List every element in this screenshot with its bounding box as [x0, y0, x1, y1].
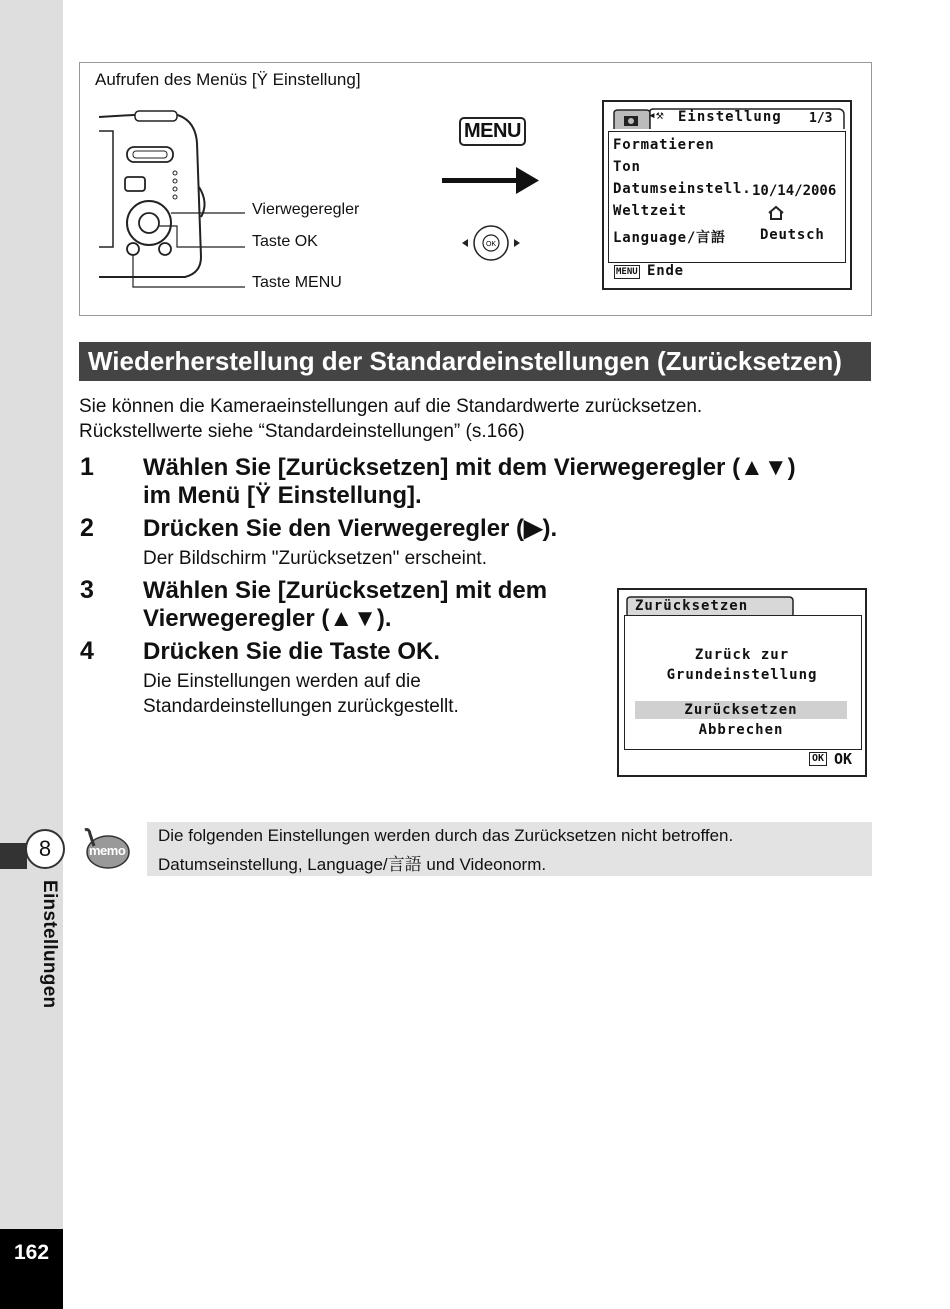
- step-subtext: [143, 669, 459, 719]
- menu-tab-title: Einstellung: [678, 109, 782, 125]
- option-cancel[interactable]: Abbrechen: [698, 722, 784, 738]
- step-number: 1: [80, 453, 94, 481]
- step-text: [143, 577, 547, 633]
- step-line: im Menü [Ÿ Einstellung].: [143, 482, 422, 509]
- camera-back-icon: [97, 107, 267, 302]
- ok-label: OK: [834, 750, 853, 768]
- step-text: [143, 454, 796, 510]
- intro-line: Sie können die Kameraeinstellungen auf die Standardwerte zurücksetzen.: [79, 396, 703, 417]
- step-subtext: Der Bildschirm "Zurücksetzen" erscheint.: [143, 548, 487, 569]
- page-number: 162: [14, 1241, 50, 1264]
- step-text: Drücken Sie den Vierwegeregler (▶).: [143, 515, 558, 542]
- menu-key-icon: MENU: [459, 117, 526, 146]
- menu-item: Language/言語: [613, 230, 726, 246]
- date-value: 10/14/2006: [752, 183, 837, 199]
- step-subline: Die Einstellungen werden auf die: [143, 671, 421, 692]
- menu-button-label: Taste MENU: [252, 274, 342, 291]
- memo-box: [147, 822, 872, 876]
- intro-line: Rückstellwerte siehe “Standardeinstellungen” (s.166): [79, 421, 525, 442]
- section-title-bar: [79, 342, 871, 381]
- tab-wrench-icon: ◂⚒: [648, 108, 664, 123]
- svg-text:OK: OK: [485, 241, 497, 248]
- step-line: Vierwegeregler (▲▼).: [143, 605, 392, 632]
- chapter-title: Einstellungen: [39, 880, 60, 1009]
- menu-footer-label: Ende: [647, 263, 684, 279]
- step-number: 3: [80, 576, 94, 604]
- box-caption: Aufrufen des Menüs [Ÿ Einstellung]: [95, 70, 361, 89]
- settings-menu-screen: [602, 100, 852, 290]
- option-reset[interactable]: Zurücksetzen: [635, 701, 847, 719]
- menu-item: Formatieren: [613, 137, 715, 153]
- arrow-right-icon: [442, 166, 542, 196]
- memo-line: Datumseinstellung, Language/言語 und Videonorm.: [158, 855, 547, 874]
- step-line: Wählen Sie [Zurücksetzen] mit dem: [143, 577, 548, 604]
- memo-badge: memo: [89, 843, 126, 858]
- step-number: 4: [80, 637, 94, 665]
- four-way-controller-icon: [460, 221, 522, 267]
- step-line: Wählen Sie [Zurücksetzen] mit dem Vierwegeregler (▲▼): [143, 454, 796, 481]
- intro-text: [79, 394, 702, 444]
- memo-line: Die folgenden Einstellungen werden durch das Zurücksetzen nicht betroffen.: [158, 826, 734, 845]
- sidebar: [0, 0, 63, 1309]
- menu-item: Ton: [613, 159, 641, 175]
- menu-item: Weltzeit: [613, 203, 687, 219]
- step-text: Drücken Sie die Taste OK.: [143, 638, 440, 665]
- chapter-tab: [0, 843, 27, 869]
- four-way-controller-label: Vierwegeregler: [252, 201, 360, 218]
- reset-message-line: Zurück zur: [694, 647, 790, 663]
- home-city-icon: [767, 205, 785, 221]
- step-number: 2: [80, 514, 94, 542]
- chapter-number: 8: [25, 829, 65, 869]
- step-subline: Standardeinstellungen zurückgestellt.: [143, 696, 459, 717]
- language-value: Deutsch: [760, 227, 825, 243]
- section-title: Wiederherstellung der Standardeinstellungen (Zurücksetzen): [88, 346, 842, 376]
- reset-message-line: Grundeinstellung: [666, 667, 818, 683]
- menu-footer-key-icon: MENU: [616, 267, 638, 277]
- reset-tab-title: Zurücksetzen: [635, 598, 749, 614]
- reset-message: [619, 645, 865, 685]
- reset-screen: [617, 588, 867, 777]
- ok-key-icon: OK: [809, 752, 827, 766]
- ok-button-label: Taste OK: [252, 233, 318, 250]
- menu-item: Datumseinstell.: [613, 181, 752, 197]
- menu-page-indicator: 1/3: [809, 111, 833, 126]
